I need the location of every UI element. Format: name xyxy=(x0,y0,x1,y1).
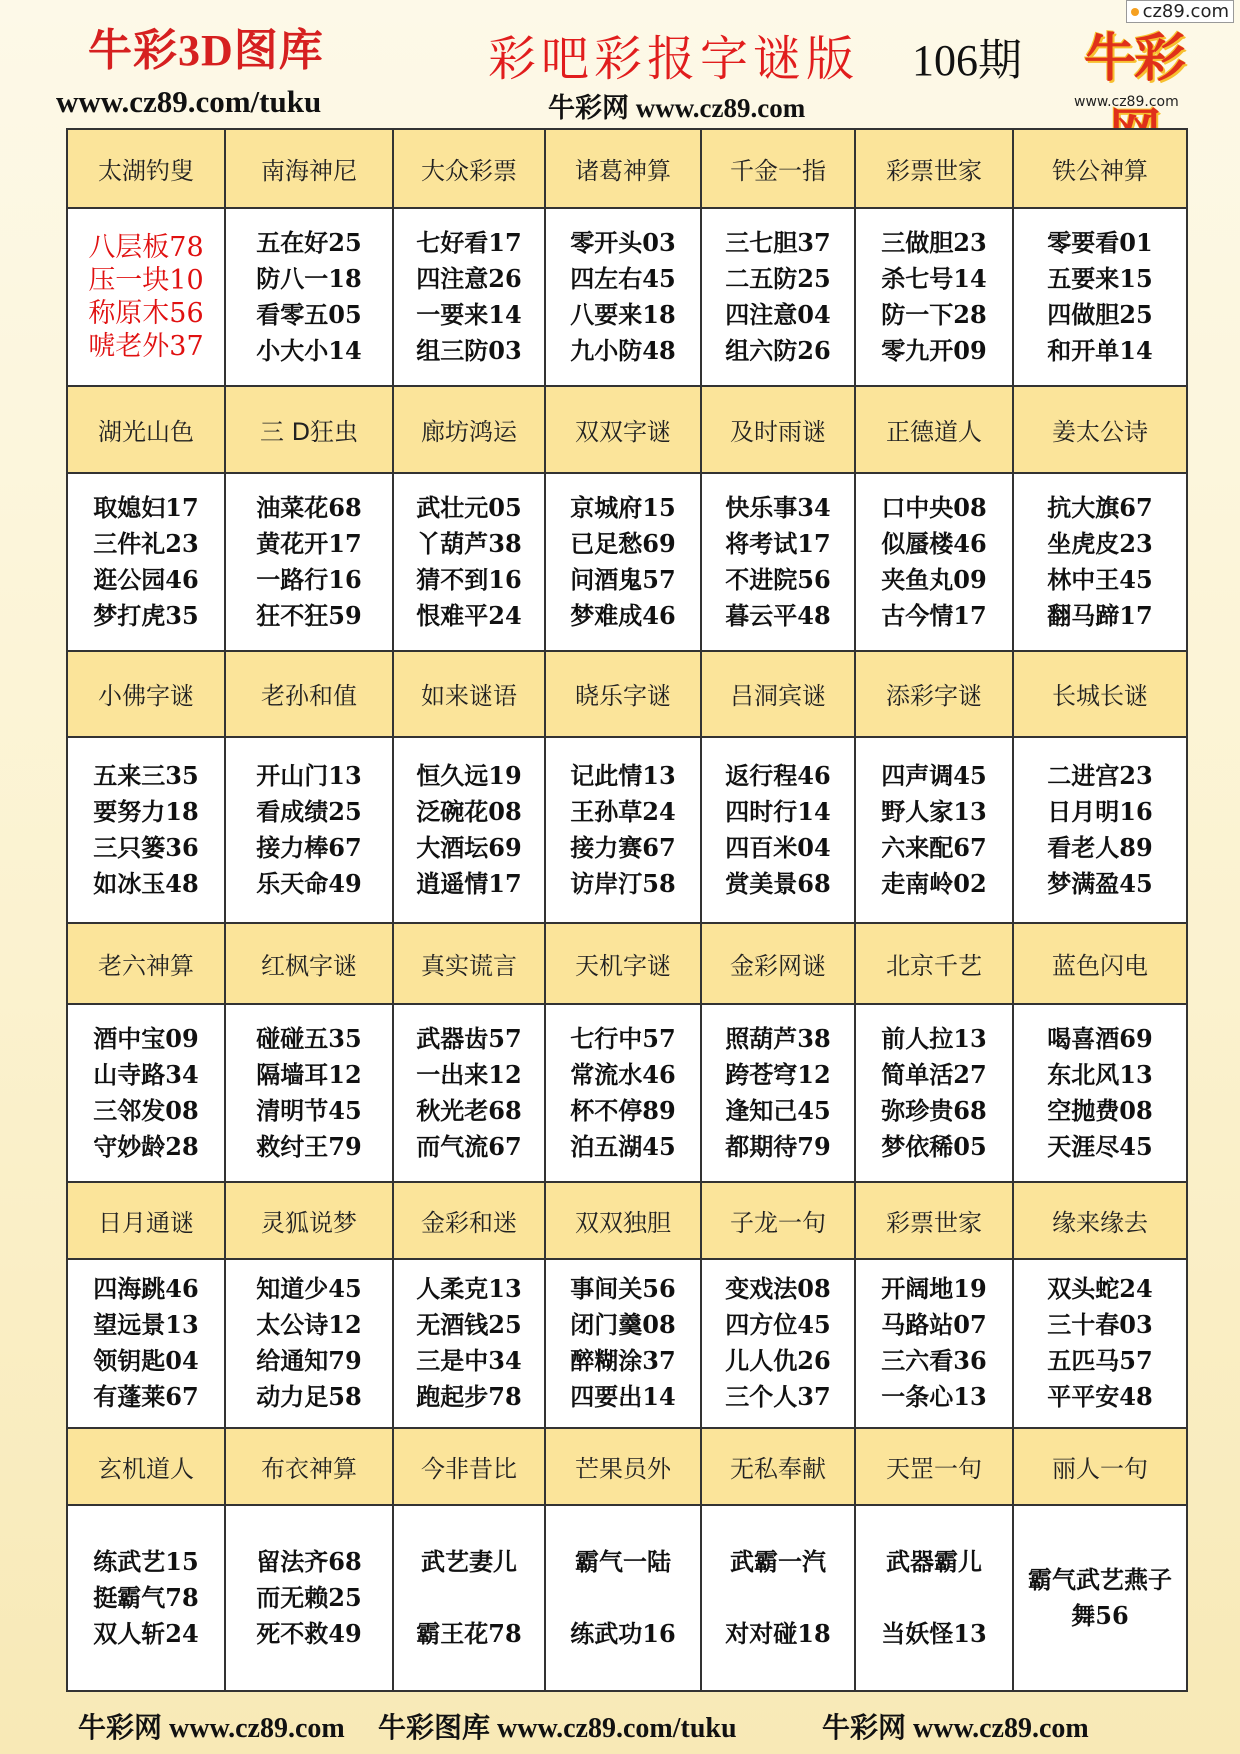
column-author: 添彩字谜 xyxy=(855,651,1013,737)
riddle-line: 武壮元05 xyxy=(416,493,522,523)
riddle-cell xyxy=(545,737,701,923)
header-row xyxy=(67,1182,1187,1259)
riddle-line: 喝喜酒69 xyxy=(1047,1023,1153,1053)
column-author: 天机字谜 xyxy=(545,923,701,1004)
column-author: 铁公神算 xyxy=(1013,129,1187,208)
riddle-cell xyxy=(701,208,855,386)
riddle-row xyxy=(67,1259,1187,1428)
column-author: 丽人一句 xyxy=(1013,1428,1187,1505)
riddle-cell xyxy=(545,1004,701,1182)
riddle-line: 泊五湖45 xyxy=(570,1131,676,1161)
riddle-line: 六来配67 xyxy=(881,832,987,862)
riddle-line: 三个人37 xyxy=(725,1382,831,1412)
riddle-line: 太公诗12 xyxy=(256,1310,362,1340)
riddle-line: 古今情17 xyxy=(881,601,987,631)
riddle-line: 梦满盈45 xyxy=(1047,868,1153,898)
riddle-cell xyxy=(701,1004,855,1182)
riddle-line: 都期待79 xyxy=(725,1131,831,1161)
riddle-line: 跨苍穹12 xyxy=(725,1059,831,1089)
riddle-line: 将考试17 xyxy=(725,529,831,559)
riddle-line: 要努力18 xyxy=(93,796,199,826)
riddle-line: 闭门羹08 xyxy=(570,1310,676,1340)
column-author: 金彩和迷 xyxy=(393,1182,545,1259)
riddle-line: 乐天命49 xyxy=(256,868,362,898)
riddle-line: 一路行16 xyxy=(256,565,362,595)
column-author: 廊坊鸿运 xyxy=(393,386,545,474)
riddle-line: 醉糊涂37 xyxy=(570,1346,676,1376)
riddle-line: 事间关56 xyxy=(570,1274,676,1304)
column-author: 日月通谜 xyxy=(67,1182,225,1259)
riddle-line: 对对碰18 xyxy=(725,1618,831,1648)
riddle-cell xyxy=(67,737,225,923)
riddle-line: 开阔地19 xyxy=(881,1274,987,1304)
corner-url-text: cz89.com xyxy=(1142,1,1229,22)
footer-link-right[interactable]: 牛彩网 www.cz89.com xyxy=(822,1713,1089,1744)
column-author: 芒果员外 xyxy=(545,1428,701,1505)
riddle-cell xyxy=(855,1259,1013,1428)
riddle-cell xyxy=(67,1259,225,1428)
column-author: 千金一指 xyxy=(701,129,855,208)
riddle-line: 接力赛67 xyxy=(570,832,676,862)
riddle-line: 三邻发08 xyxy=(93,1095,199,1125)
column-author: 大众彩票 xyxy=(393,129,545,208)
riddle-line: 五要来15 xyxy=(1047,263,1153,293)
riddle-line: 二五防25 xyxy=(725,263,831,293)
riddle-line: 八层板78 xyxy=(88,231,204,263)
site-title: 牛彩3D图库 xyxy=(88,26,324,75)
riddle-line: 零九开09 xyxy=(881,335,987,365)
riddle-line: 翻马蹄17 xyxy=(1047,601,1153,631)
riddle-line: 泛碗花08 xyxy=(416,796,522,826)
riddle-line: 丫葫芦38 xyxy=(416,529,522,559)
riddle-line: 零开头03 xyxy=(570,227,676,257)
riddle-line: 一要来14 xyxy=(416,299,522,329)
column-author: 金彩网谜 xyxy=(701,923,855,1004)
riddle-line: 练武艺15 xyxy=(93,1546,199,1576)
riddle-line: 走南岭02 xyxy=(881,868,987,898)
riddle-line: 挺霸气78 xyxy=(93,1582,199,1612)
riddle-line: 望远景13 xyxy=(93,1310,199,1340)
riddle-line: 武器霸儿 xyxy=(886,1546,982,1576)
riddle-table xyxy=(66,128,1188,1692)
riddle-cell xyxy=(393,737,545,923)
riddle-line: 前人拉13 xyxy=(881,1023,987,1053)
riddle-line: 无酒钱25 xyxy=(416,1310,522,1340)
riddle-cell xyxy=(1013,208,1187,386)
riddle-line: 似蜃楼46 xyxy=(881,529,987,559)
riddle-cell xyxy=(1013,737,1187,923)
riddle-line: 访岸汀58 xyxy=(570,868,676,898)
riddle-line: 霸气武艺燕子 xyxy=(1028,1564,1172,1594)
riddle-line: 三七胆37 xyxy=(725,227,831,257)
riddle-line: 油菜花68 xyxy=(256,493,362,523)
riddle-cell xyxy=(545,1259,701,1428)
riddle-cell xyxy=(545,208,701,386)
riddle-line: 人柔克13 xyxy=(416,1274,522,1304)
riddle-line: 变戏法08 xyxy=(725,1274,831,1304)
column-author: 如来谜语 xyxy=(393,651,545,737)
riddle-line: 黄花开17 xyxy=(256,529,362,559)
riddle-line: 猜不到16 xyxy=(416,565,522,595)
riddle-line: 零要看01 xyxy=(1047,227,1153,257)
riddle-line: 八要来18 xyxy=(570,299,676,329)
header-row xyxy=(67,651,1187,737)
riddle-line: 林中王45 xyxy=(1047,565,1153,595)
riddle-line: 逛公园46 xyxy=(93,565,199,595)
column-author: 正德道人 xyxy=(855,386,1013,474)
riddle-line: 东北风13 xyxy=(1047,1059,1153,1089)
column-author: 玄机道人 xyxy=(67,1428,225,1505)
riddle-line: 问酒鬼57 xyxy=(570,565,676,595)
riddle-line: 恨难平24 xyxy=(416,601,522,631)
riddle-line: 防一下28 xyxy=(881,299,987,329)
riddle-row xyxy=(67,737,1187,923)
riddle-line: 双人斩24 xyxy=(93,1618,199,1648)
riddle-line: 王孙草24 xyxy=(570,796,676,826)
column-author: 小佛字谜 xyxy=(67,651,225,737)
riddle-cell xyxy=(225,1004,393,1182)
riddle-line: 留法齐68 xyxy=(256,1546,362,1576)
riddle-line: 如冰玉48 xyxy=(93,868,199,898)
riddle-line: 照葫芦38 xyxy=(725,1023,831,1053)
riddle-grid xyxy=(66,128,1186,1692)
header-row xyxy=(67,923,1187,1004)
riddle-line: 九小防48 xyxy=(570,335,676,365)
riddle-line: 已足愁69 xyxy=(570,529,676,559)
riddle-line: 接力棒67 xyxy=(256,832,362,862)
riddle-line: 三十春03 xyxy=(1047,1310,1153,1340)
riddle-line: 酒中宝09 xyxy=(93,1023,199,1053)
riddle-cell xyxy=(225,1505,393,1691)
riddle-cell xyxy=(855,737,1013,923)
riddle-cell xyxy=(393,1505,545,1691)
riddle-line: 而无赖25 xyxy=(256,1582,362,1612)
riddle-cell xyxy=(1013,1505,1187,1691)
riddle-table-body xyxy=(67,129,1187,1691)
riddle-line: 双头蛇24 xyxy=(1047,1274,1153,1304)
riddle-line: 知道少45 xyxy=(256,1274,362,1304)
column-author: 缘来缘去 xyxy=(1013,1182,1187,1259)
riddle-line: 隔墙耳12 xyxy=(256,1059,362,1089)
issue-number: 106期 xyxy=(912,36,1022,85)
riddle-line: 梦依稀05 xyxy=(881,1131,987,1161)
riddle-line: 跑起步78 xyxy=(416,1382,522,1412)
column-author: 无私奉献 xyxy=(701,1428,855,1505)
column-author: 双双字谜 xyxy=(545,386,701,474)
riddle-line: 看零五05 xyxy=(256,299,362,329)
riddle-line: 武艺妻儿 xyxy=(421,1546,517,1576)
site-url[interactable]: www.cz89.com/tuku xyxy=(56,84,322,119)
riddle-line: 开山门13 xyxy=(256,760,362,790)
riddle-line: 而气流67 xyxy=(416,1131,522,1161)
riddle-cell xyxy=(67,1505,225,1691)
riddle-cell xyxy=(393,1004,545,1182)
riddle-line: 救纣王79 xyxy=(256,1131,362,1161)
riddle-line: 四左右45 xyxy=(570,263,676,293)
riddle-line xyxy=(856,1580,1012,1616)
column-author: 真实谎言 xyxy=(393,923,545,1004)
column-author: 太湖钓叟 xyxy=(67,129,225,208)
riddle-line: 梦难成46 xyxy=(570,601,676,631)
riddle-cell xyxy=(393,208,545,386)
riddle-line: 简单活27 xyxy=(881,1059,987,1089)
logo-url: www.cz89.com xyxy=(1074,94,1179,110)
riddle-line: 三六看36 xyxy=(881,1346,987,1376)
riddle-line: 三做胆23 xyxy=(881,227,987,257)
riddle-line: 一条心13 xyxy=(881,1382,987,1412)
riddle-cell xyxy=(225,208,393,386)
header-row xyxy=(67,129,1187,208)
riddle-line: 三是中34 xyxy=(416,1346,522,1376)
riddle-line: 清明节45 xyxy=(256,1095,362,1125)
riddle-line: 四声调45 xyxy=(881,760,987,790)
riddle-line: 夹鱼丸09 xyxy=(881,565,987,595)
riddle-cell xyxy=(855,1004,1013,1182)
riddle-line: 抗大旗67 xyxy=(1047,493,1153,523)
riddle-line: 四方位45 xyxy=(725,1310,831,1340)
riddle-line: 常流水46 xyxy=(570,1059,676,1089)
riddle-cell xyxy=(701,737,855,923)
riddle-row xyxy=(67,473,1187,651)
column-author: 蓝色闪电 xyxy=(1013,923,1187,1004)
riddle-line: 四注意04 xyxy=(725,299,831,329)
riddle-line: 舞56 xyxy=(1071,1600,1129,1630)
riddle-line: 恒久远19 xyxy=(416,760,522,790)
column-author: 双双独胆 xyxy=(545,1182,701,1259)
riddle-cell xyxy=(701,473,855,651)
riddle-line: 五来三35 xyxy=(93,760,199,790)
riddle-line: 快乐事34 xyxy=(725,493,831,523)
riddle-line: 碰碰五35 xyxy=(256,1023,362,1053)
riddle-line: 取媳妇17 xyxy=(93,493,199,523)
riddle-cell xyxy=(545,1505,701,1691)
riddle-line: 称原木56 xyxy=(88,297,204,329)
column-author: 及时雨谜 xyxy=(701,386,855,474)
riddle-cell xyxy=(67,1004,225,1182)
riddle-line: 四做胆25 xyxy=(1047,299,1153,329)
riddle-line: 杯不停89 xyxy=(570,1095,676,1125)
riddle-line: 狂不狂59 xyxy=(256,601,362,631)
riddle-line: 武霸一汽 xyxy=(730,1546,826,1576)
page-title: 彩吧彩报字谜版 xyxy=(488,31,860,87)
column-author: 三 D狂虫 xyxy=(225,386,393,474)
riddle-line: 领钥匙04 xyxy=(93,1346,199,1376)
riddle-row xyxy=(67,1505,1187,1691)
header-row xyxy=(67,386,1187,474)
riddle-line: 组六防26 xyxy=(725,335,831,365)
riddle-line: 七行中57 xyxy=(570,1023,676,1053)
riddle-row xyxy=(67,1004,1187,1182)
riddle-line: 平平安48 xyxy=(1047,1382,1153,1412)
column-author: 布衣神算 xyxy=(225,1428,393,1505)
riddle-line: 三件礼23 xyxy=(93,529,199,559)
riddle-line: 天涯尽45 xyxy=(1047,1131,1153,1161)
footer-link-middle[interactable]: 牛彩图库 www.cz89.com/tuku xyxy=(378,1713,737,1744)
riddle-line: 一出来12 xyxy=(416,1059,522,1089)
riddle-cell xyxy=(67,473,225,651)
brand-logo[interactable] xyxy=(1066,14,1202,110)
column-author: 老六神算 xyxy=(67,923,225,1004)
riddle-cell xyxy=(1013,1004,1187,1182)
column-author: 北京千艺 xyxy=(855,923,1013,1004)
riddle-line: 和开单14 xyxy=(1047,335,1153,365)
riddle-line: 弥珍贵68 xyxy=(881,1095,987,1125)
column-author: 今非昔比 xyxy=(393,1428,545,1505)
riddle-line: 大酒坛69 xyxy=(416,832,522,862)
riddle-line: 逍遥情17 xyxy=(416,868,522,898)
column-author: 天罡一句 xyxy=(855,1428,1013,1505)
riddle-line: 返行程46 xyxy=(725,760,831,790)
riddle-line: 山寺路34 xyxy=(93,1059,199,1089)
riddle-line: 七好看17 xyxy=(416,227,522,257)
riddle-line: 四海跳46 xyxy=(93,1274,199,1304)
riddle-line xyxy=(394,1580,544,1616)
riddle-line: 守妙龄28 xyxy=(93,1131,199,1161)
riddle-line: 三只篓36 xyxy=(93,832,199,862)
riddle-cell xyxy=(393,1259,545,1428)
column-author: 姜太公诗 xyxy=(1013,386,1187,474)
riddle-line xyxy=(546,1580,700,1616)
column-author: 红枫字谜 xyxy=(225,923,393,1004)
riddle-line: 儿人仇26 xyxy=(725,1346,831,1376)
riddle-cell xyxy=(225,1259,393,1428)
riddle-line: 口中央08 xyxy=(881,493,987,523)
riddle-line: 马路站07 xyxy=(881,1310,987,1340)
riddle-line: 日月明16 xyxy=(1047,796,1153,826)
riddle-line: 组三防03 xyxy=(416,335,522,365)
riddle-cell xyxy=(67,208,225,386)
riddle-line: 京城府15 xyxy=(570,493,676,523)
riddle-cell xyxy=(545,473,701,651)
column-author: 吕洞宾谜 xyxy=(701,651,855,737)
column-author: 子龙一句 xyxy=(701,1182,855,1259)
riddle-line: 二进宫23 xyxy=(1047,760,1153,790)
riddle-line: 有蓬莱67 xyxy=(93,1382,199,1412)
riddle-line: 坐虎皮23 xyxy=(1047,529,1153,559)
riddle-line: 看老人89 xyxy=(1047,832,1153,862)
riddle-line: 霸气一陆 xyxy=(575,1546,671,1576)
header-row xyxy=(67,1428,1187,1505)
logo-text: 牛彩 xyxy=(1083,29,1184,89)
column-author: 湖光山色 xyxy=(67,386,225,474)
footer-link-left[interactable]: 牛彩网 www.cz89.com xyxy=(78,1713,345,1744)
riddle-cell xyxy=(701,1505,855,1691)
riddle-line: 暮云平48 xyxy=(725,601,831,631)
column-author: 灵狐说梦 xyxy=(225,1182,393,1259)
riddle-cell xyxy=(393,473,545,651)
riddle-line: 杀七号14 xyxy=(881,263,987,293)
riddle-line: 唬老外37 xyxy=(88,330,204,362)
riddle-line: 记此情13 xyxy=(570,760,676,790)
riddle-line: 秋光老68 xyxy=(416,1095,522,1125)
riddle-line: 压一块10 xyxy=(88,264,204,296)
riddle-cell xyxy=(855,208,1013,386)
riddle-line: 给通知79 xyxy=(256,1346,362,1376)
riddle-cell xyxy=(701,1259,855,1428)
riddle-cell xyxy=(225,473,393,651)
riddle-line: 死不救49 xyxy=(256,1618,362,1648)
column-author: 彩票世家 xyxy=(855,129,1013,208)
column-author: 晓乐字谜 xyxy=(545,651,701,737)
riddle-line: 四时行14 xyxy=(725,796,831,826)
riddle-cell xyxy=(1013,473,1187,651)
riddle-line: 不进院56 xyxy=(725,565,831,595)
riddle-line: 四注意26 xyxy=(416,263,522,293)
riddle-line: 小大小14 xyxy=(256,335,362,365)
riddle-line: 野人家13 xyxy=(881,796,987,826)
riddle-line: 梦打虎35 xyxy=(93,601,199,631)
riddle-line: 空抛费08 xyxy=(1047,1095,1153,1125)
sub-url[interactable]: 牛彩网 www.cz89.com xyxy=(548,93,806,123)
column-author: 老孙和值 xyxy=(225,651,393,737)
riddle-line: 赏美景68 xyxy=(725,868,831,898)
riddle-line: 练武功16 xyxy=(570,1618,676,1648)
column-author: 南海神尼 xyxy=(225,129,393,208)
riddle-line: 四百米04 xyxy=(725,832,831,862)
riddle-line: 武器齿57 xyxy=(416,1023,522,1053)
riddle-cell xyxy=(225,737,393,923)
column-author: 彩票世家 xyxy=(855,1182,1013,1259)
riddle-cell xyxy=(1013,1259,1187,1428)
riddle-line: 逢知己45 xyxy=(725,1095,831,1125)
column-author: 诸葛神算 xyxy=(545,129,701,208)
riddle-line: 五在好25 xyxy=(256,227,362,257)
riddle-line: 看成绩25 xyxy=(256,796,362,826)
riddle-cell xyxy=(855,1505,1013,1691)
riddle-row xyxy=(67,208,1187,386)
column-author: 长城长谜 xyxy=(1013,651,1187,737)
riddle-line: 四要出14 xyxy=(570,1382,676,1412)
riddle-line xyxy=(702,1580,854,1616)
riddle-line: 当妖怪13 xyxy=(881,1618,987,1648)
riddle-line: 霸王花78 xyxy=(416,1618,522,1648)
riddle-cell xyxy=(855,473,1013,651)
riddle-line: 防八一18 xyxy=(256,263,362,293)
riddle-line: 动力足58 xyxy=(256,1382,362,1412)
riddle-line: 五匹马57 xyxy=(1047,1346,1153,1376)
